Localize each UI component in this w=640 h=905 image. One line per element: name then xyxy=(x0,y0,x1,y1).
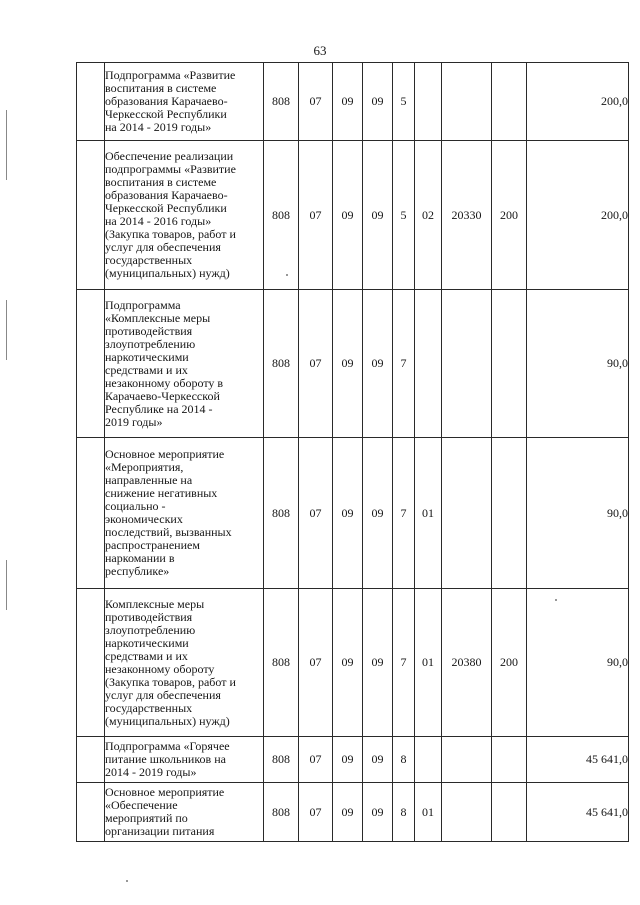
ministry-code-cell: 808 xyxy=(264,290,299,438)
direction-code-cell xyxy=(442,290,492,438)
subprogram-code-cell: 5 xyxy=(393,141,415,290)
amount-cell: 200,0 xyxy=(527,141,629,290)
scan-speck xyxy=(126,880,128,882)
expense-type-cell xyxy=(492,438,527,589)
section-code-cell: 07 xyxy=(299,141,333,290)
amount-cell: 200,0 xyxy=(527,63,629,141)
subsection-code-cell: 09 xyxy=(333,63,363,141)
subprogram-code-cell: 7 xyxy=(393,290,415,438)
item-name-cell: Комплексные меры противодействия злоупотреблению наркотическими средствами и их незаконному обороту (Закупка товаров, работ и услуг для обеспечения государственных (муниципальных) нужд) xyxy=(105,589,264,737)
direction-code-cell xyxy=(442,438,492,589)
program-code-cell: 09 xyxy=(363,783,393,842)
page-number: 63 xyxy=(313,43,327,58)
table-row xyxy=(77,141,629,290)
main-event-code-cell: 01 xyxy=(415,589,442,737)
item-name-cell: Подпрограмма «Комплексные меры противодействия злоупотреблению наркотическими средствами и их незаконному обороту в Карачаево-Черкесской Республике на 2014 - 2019 годы» xyxy=(105,290,264,438)
main-event-code-cell: 01 xyxy=(415,438,442,589)
blank-cell xyxy=(77,438,105,589)
section-code-cell: 07 xyxy=(299,63,333,141)
amount-cell: 90,0 xyxy=(527,290,629,438)
item-name-cell: Подпрограмма «Горячее питание школьников на 2014 - 2019 годы» xyxy=(105,737,264,783)
blank-cell xyxy=(77,63,105,141)
main-event-code-cell: 02 xyxy=(415,141,442,290)
direction-code-cell: 20380 xyxy=(442,589,492,737)
scan-edge-line xyxy=(6,560,7,610)
scan-edge-line xyxy=(6,110,7,180)
item-name-cell: Подпрограмма «Развитие воспитания в системе образования Карачаево- Черкесской Республики на 2014 - 2019 годы» xyxy=(105,63,264,141)
amount-cell: 45 641,0 xyxy=(527,783,629,842)
ministry-code-cell: 808 xyxy=(264,783,299,842)
expense-type-cell xyxy=(492,737,527,783)
main-event-code-cell xyxy=(415,290,442,438)
amount-cell: 45 641,0 xyxy=(527,737,629,783)
subprogram-code-cell: 8 xyxy=(393,737,415,783)
section-code-cell: 07 xyxy=(299,438,333,589)
blank-cell xyxy=(77,589,105,737)
table-row xyxy=(77,63,629,141)
subsection-code-cell: 09 xyxy=(333,290,363,438)
program-code-cell: 09 xyxy=(363,141,393,290)
program-code-cell: 09 xyxy=(363,63,393,141)
amount-cell: 90,0 xyxy=(527,589,629,737)
table-row xyxy=(77,438,629,589)
table-row xyxy=(77,737,629,783)
table-row xyxy=(77,783,629,842)
section-code-cell: 07 xyxy=(299,589,333,737)
subprogram-code-cell: 8 xyxy=(393,783,415,842)
scan-edge-line xyxy=(6,300,7,360)
program-code-cell: 09 xyxy=(363,438,393,589)
table-row xyxy=(77,589,629,737)
program-code-cell: 09 xyxy=(363,589,393,737)
subsection-code-cell: 09 xyxy=(333,589,363,737)
subprogram-code-cell: 7 xyxy=(393,438,415,589)
main-event-code-cell xyxy=(415,63,442,141)
main-event-code-cell: 01 xyxy=(415,783,442,842)
direction-code-cell xyxy=(442,63,492,141)
expense-type-cell xyxy=(492,290,527,438)
expense-type-cell: 200 xyxy=(492,141,527,290)
direction-code-cell: 20330 xyxy=(442,141,492,290)
direction-code-cell xyxy=(442,783,492,842)
subsection-code-cell: 09 xyxy=(333,783,363,842)
blank-cell xyxy=(77,141,105,290)
subprogram-code-cell: 7 xyxy=(393,589,415,737)
item-name-cell: Обеспечение реализации подпрограммы «Развитие воспитания в системе образования Карачаево- Черкесской Республики на 2014 - 2016 годы» (Закупка товаров, работ и услуг для обеспечения государственных (муниципальных) нужд) xyxy=(105,141,264,290)
section-code-cell: 07 xyxy=(299,737,333,783)
ministry-code-cell: 808 xyxy=(264,63,299,141)
table-row xyxy=(77,290,629,438)
expense-type-cell xyxy=(492,783,527,842)
main-event-code-cell xyxy=(415,737,442,783)
budget-table xyxy=(76,62,629,842)
ministry-code-cell: 808 xyxy=(264,589,299,737)
section-code-cell: 07 xyxy=(299,783,333,842)
program-code-cell: 09 xyxy=(363,290,393,438)
section-code-cell: 07 xyxy=(299,290,333,438)
blank-cell xyxy=(77,737,105,783)
amount-cell: 90,0 xyxy=(527,438,629,589)
direction-code-cell xyxy=(442,737,492,783)
ministry-code-cell: 808 xyxy=(264,737,299,783)
subsection-code-cell: 09 xyxy=(333,737,363,783)
expense-type-cell xyxy=(492,63,527,141)
ministry-code-cell: 808 xyxy=(264,438,299,589)
expense-type-cell: 200 xyxy=(492,589,527,737)
item-name-cell: Основное мероприятие «Мероприятия, направленные на снижение негативных социально - экономических последствий, вызванных распространением наркомании в республике» xyxy=(105,438,264,589)
ministry-code-cell: 808 xyxy=(264,141,299,290)
subprogram-code-cell: 5 xyxy=(393,63,415,141)
program-code-cell: 09 xyxy=(363,737,393,783)
blank-cell xyxy=(77,290,105,438)
subsection-code-cell: 09 xyxy=(333,438,363,589)
item-name-cell: Основное мероприятие «Обеспечение мероприятий по организации питания xyxy=(105,783,264,842)
subsection-code-cell: 09 xyxy=(333,141,363,290)
blank-cell xyxy=(77,783,105,842)
